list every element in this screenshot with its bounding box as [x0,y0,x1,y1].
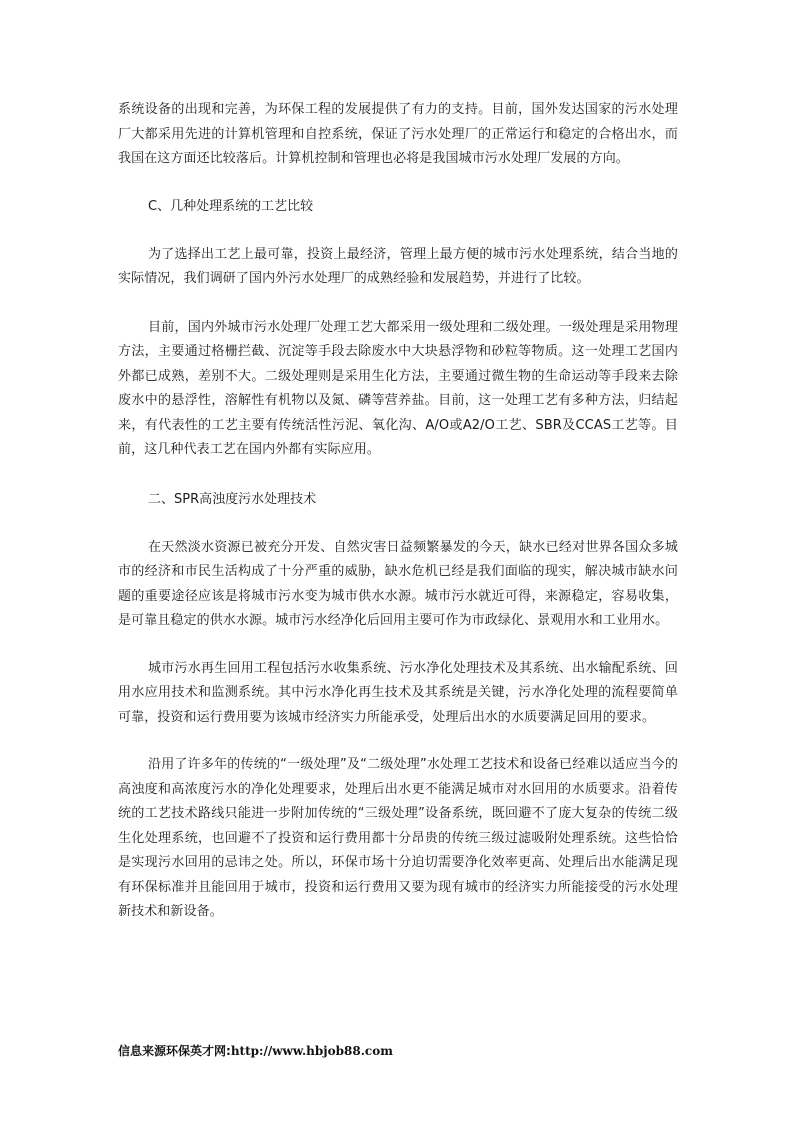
paragraph-reuse-engineering: 城市污水再生回用工程包括污水收集系统、污水净化处理技术及其系统、出水输配系统、回用水应用技术和监测系统。其中污水净化再生技术及其系统是关键，污水净化处理的流程要简单可靠，投资和运行费用要为该城市经济实力所能承受，处理后出水的水质要满足回用的要求。 [118,660,678,725]
paragraph-treatment-methods: 目前，国内外城市污水处理厂处理工艺大都采用一级处理和二级处理。一级处理是采用物理方法，主要通过格栅拦截、沉淀等手段去除废水中大块悬浮物和砂粒等物质。这一处理工艺国内外都已成熟，差别不大。二级处理则是采用生化方法，主要通过微生物的生命运动等手段来去除废水中的悬浮性，溶解性有机物以及氮、磷等营养盐。目前，这一处理工艺有多种方法，归结起来，有代表性的工艺主要有传统活性污泥、氧化沟、A/O或A2/O工艺、SBR及CCAS工艺等。目前，这几种代表工艺在国内外都有实际应用。 [118,319,678,457]
footer-label: 信息来源环保英才网: [118,1044,231,1058]
footer-url-link[interactable]: http://www.hbjob88.com [230,1044,393,1058]
document-body [118,98,678,925]
section-heading-c: C、几种处理系统的工艺比较 [148,198,314,214]
paragraph-traditional-process: 沿用了许多年的传统的“一级处理”及“二级处理”水处理工艺技术和设备已经难以适应当今的高浊度和高浓度污水的净化处理要求，处理后出水更不能满足城市对水回用的水质要求。沿着传统的工艺技术路线只能进一步附加传统的“三级处理”设备系统，既回避不了庞大复杂的传统二级生化处理系统，也回避不了投资和运行费用都十分昂贵的传统三级过滤吸附处理系统。这些恰恰是实现污水回用的忌讳之处。所以，环保市场十分迫切需要净化效率更高、处理后出水能满足现有环保标准并且能回用于城市，投资和运行费用又要为现有城市的经济实力所能接受的污水处理新技术和新设备。 [118,757,678,919]
footer-source [118,1043,393,1059]
paragraph-continuation: 系统设备的出现和完善，为环保工程的发展提供了有力的支持。目前，国外发达国家的污水处理厂大都采用先进的计算机管理和自控系统，保证了污水处理厂的正常运行和稳定的合格出水，而我国在这方面还比较落后。计算机控制和管理也必将是我国城市污水处理厂发展的方向。 [118,102,678,166]
paragraph-process-selection: 为了选择出工艺上最可靠，投资上最经济，管理上最方便的城市污水处理系统，结合当地的实际情况，我们调研了国内外污水处理厂的成熟经验和发展趋势，并进行了比较。 [118,246,678,286]
section-heading-spr: 二、SPR高浊度污水处理技术 [148,491,317,507]
paragraph-water-shortage: 在天然淡水资源已被充分开发、自然灾害日益频繁暴发的今天，缺水已经对世界各国众多城市的经济和市民生活构成了十分严重的威胁，缺水危机已经是我们面临的现实，解决城市缺水问题的重要途径应该是将城市污水变为城市供水水源。城市污水就近可得，来源稳定，容易收集，是可靠且稳定的供水水源。城市污水经净化后回用主要可作为市政绿化、景观用水和工业用水。 [118,539,678,628]
